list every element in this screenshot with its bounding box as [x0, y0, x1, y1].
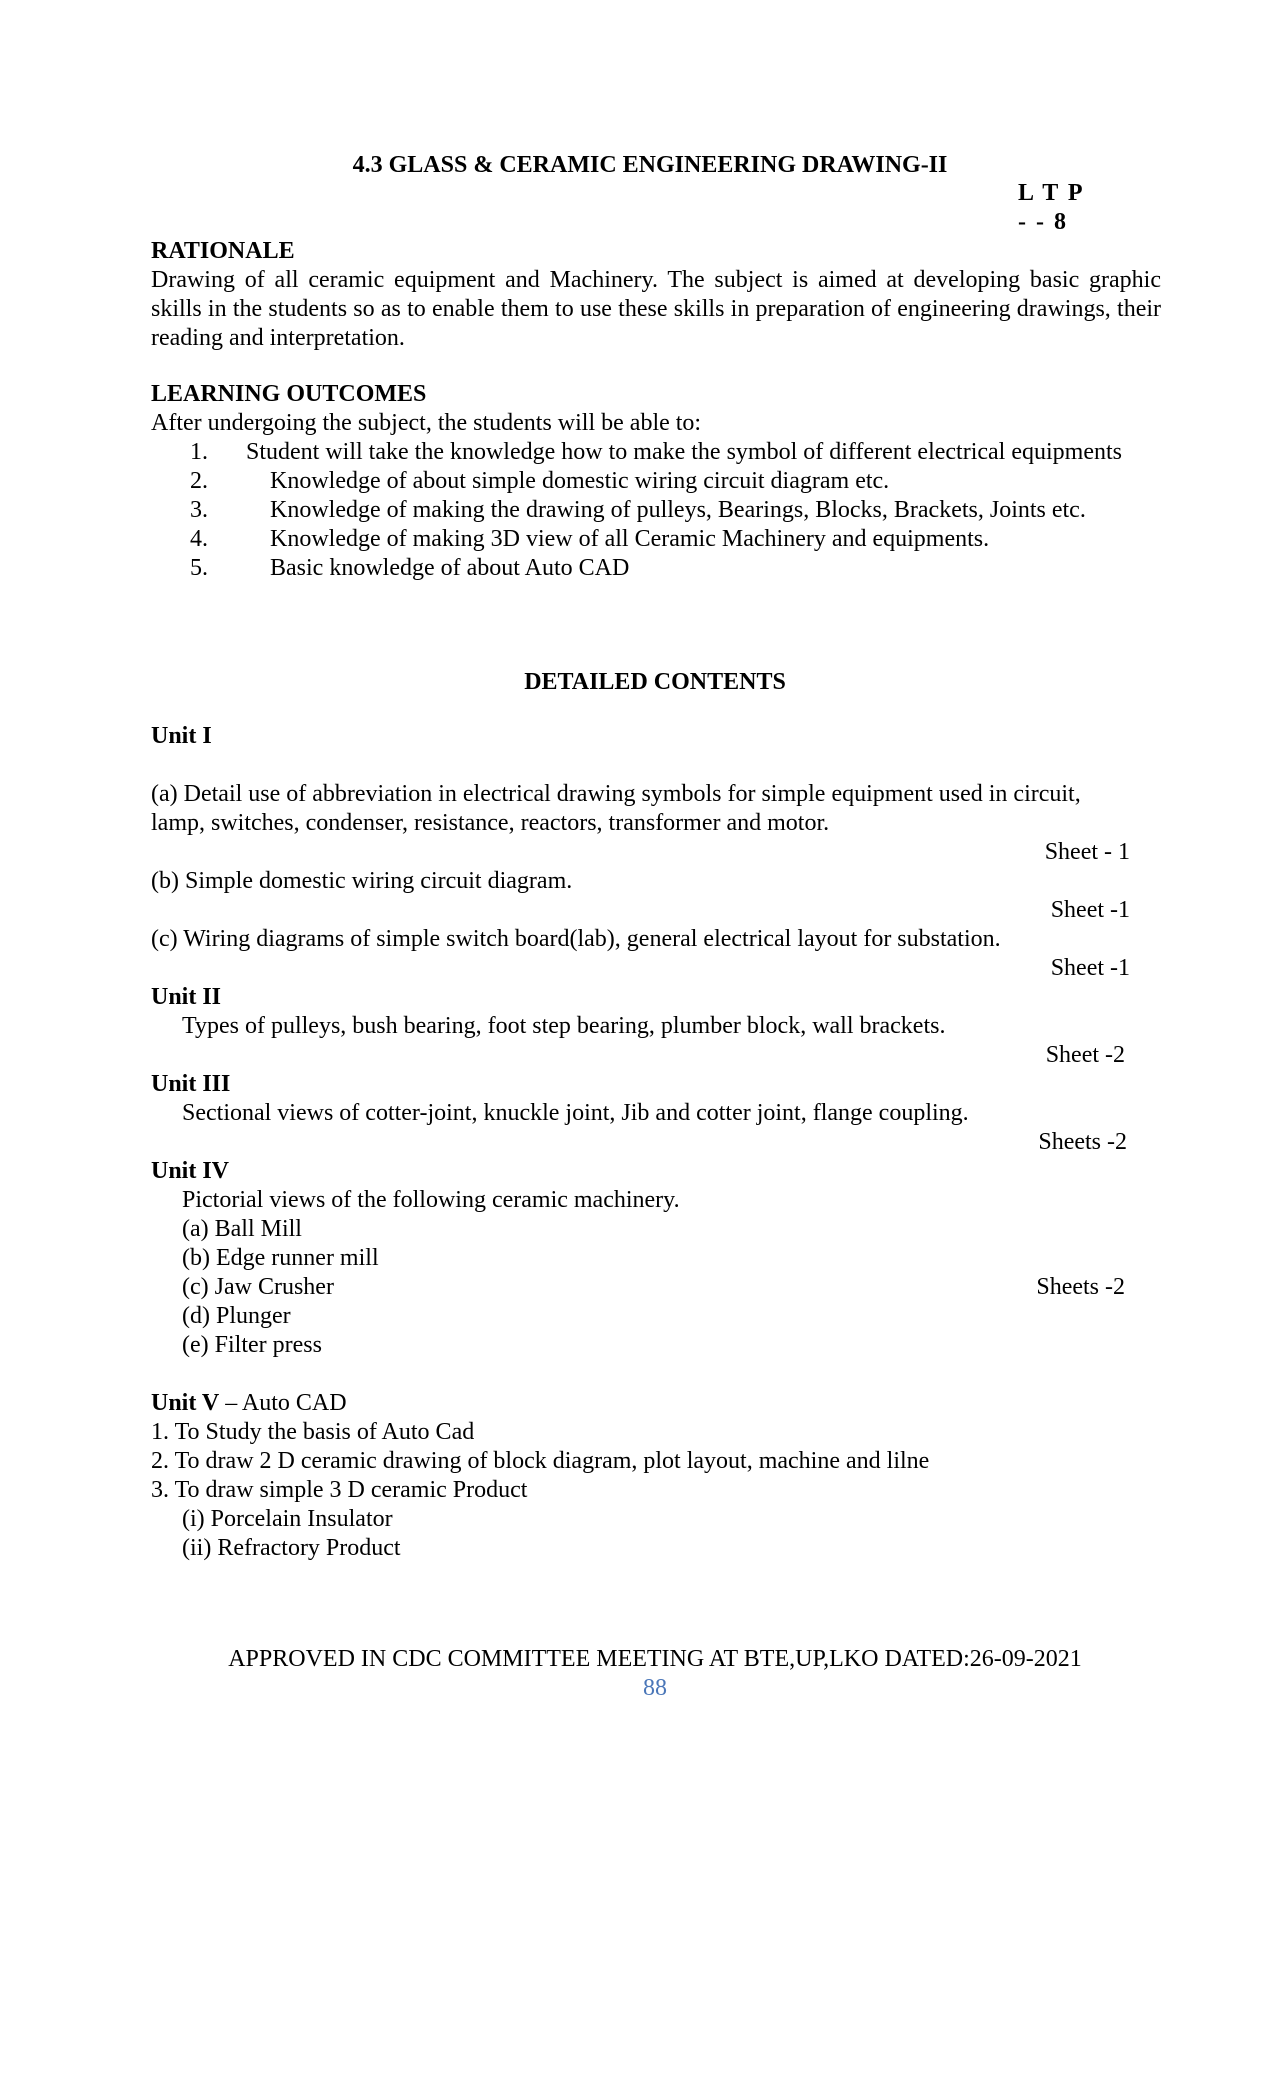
- list-item-number: 4.: [190, 526, 208, 552]
- unit-2-content: Types of pulleys, bush bearing, foot step bearing, plumber block, wall brackets.: [182, 1013, 946, 1039]
- page-number: 88: [643, 1675, 667, 1701]
- list-item-number: 1.: [190, 439, 208, 465]
- list-item: Knowledge of making the drawing of pulleys, Bearings, Blocks, Brackets, Joints etc.: [270, 497, 1086, 523]
- unit-1-item-c-sheet: Sheet -1: [1050, 955, 1130, 981]
- rationale-heading: RATIONALE: [151, 238, 295, 264]
- unit-5-subitem: (ii) Refractory Product: [182, 1535, 401, 1561]
- unit-1-item-a-sheet: Sheet - 1: [1044, 839, 1130, 865]
- list-item: Basic knowledge of about Auto CAD: [270, 555, 630, 581]
- unit-5-heading: [151, 1389, 347, 1418]
- unit-5-subitem: (i) Porcelain Insulator: [182, 1506, 393, 1532]
- list-item-number: 3.: [190, 497, 208, 523]
- detailed-contents-heading: DETAILED CONTENTS: [524, 669, 786, 695]
- unit-2-sheet: Sheet -2: [1045, 1042, 1125, 1068]
- unit-5-heading-label: Unit V: [151, 1390, 220, 1416]
- learning-outcomes-heading: LEARNING OUTCOMES: [151, 381, 427, 407]
- course-title: 4.3 GLASS & CERAMIC ENGINEERING DRAWING-II: [352, 152, 948, 178]
- list-item-number: 5.: [190, 555, 208, 581]
- learning-outcomes-intro: After undergoing the subject, the students will be able to:: [151, 410, 702, 436]
- list-item: Knowledge of about simple domestic wiring circuit diagram etc.: [270, 468, 890, 494]
- ltp-labels: L T P: [1018, 180, 1085, 206]
- unit-2-heading: Unit II: [151, 984, 222, 1010]
- approval-footer: APPROVED IN CDC COMMITTEE MEETING AT BTE,UP,LKO DATED:26-09-2021: [228, 1646, 1082, 1672]
- unit-3-heading: Unit III: [151, 1071, 231, 1097]
- unit-4-item: (c) Jaw Crusher: [182, 1274, 334, 1300]
- list-item: Knowledge of making 3D view of all Ceramic Machinery and equipments.: [270, 526, 990, 552]
- unit-4-intro: Pictorial views of the following ceramic machinery.: [182, 1187, 680, 1213]
- unit-4-sheet: Sheets -2: [1036, 1274, 1125, 1300]
- unit-1-item-a-line-2: lamp, switches, condenser, resistance, reactors, transformer and motor.: [151, 810, 830, 836]
- unit-5-item: 2. To draw 2 D ceramic drawing of block diagram, plot layout, machine and lilne: [151, 1448, 930, 1474]
- list-item: Student will take the knowledge how to make the symbol of different electrical equipments: [246, 439, 1122, 465]
- unit-3-sheet: Sheets -2: [1038, 1129, 1127, 1155]
- unit-1-item-c: (c) Wiring diagrams of simple switch board(lab), general electrical layout for substation.: [151, 926, 1001, 952]
- ltp-values: - - 8: [1018, 209, 1068, 235]
- unit-1-item-b: (b) Simple domestic wiring circuit diagram.: [151, 868, 573, 894]
- unit-3-content: Sectional views of cotter-joint, knuckle joint, Jib and cotter joint, flange coupling.: [182, 1100, 969, 1126]
- unit-4-item: (d) Plunger: [182, 1303, 291, 1329]
- unit-1-item-b-sheet: Sheet -1: [1050, 897, 1130, 923]
- unit-4-heading: Unit IV: [151, 1158, 230, 1184]
- unit-5-item: 1. To Study the basis of Auto Cad: [151, 1419, 475, 1445]
- unit-5-heading-topic: – Auto CAD: [219, 1390, 347, 1416]
- rationale-body: Drawing of all ceramic equipment and Machinery. The subject is aimed at developing basic graphic skills in the students so as to enable them to use these skills in preparation of engineering drawings, their reading and interpretation.: [151, 267, 1161, 351]
- unit-4-item: (e) Filter press: [182, 1332, 322, 1358]
- unit-1-item-a-line-1: (a) Detail use of abbreviation in electrical drawing symbols for simple equipment used in circuit,: [151, 781, 1081, 807]
- list-item-number: 2.: [190, 468, 208, 494]
- unit-1-heading: Unit I: [151, 723, 212, 749]
- unit-4-item: (b) Edge runner mill: [182, 1245, 379, 1271]
- unit-4-item: (a) Ball Mill: [182, 1216, 302, 1242]
- unit-5-item: 3. To draw simple 3 D ceramic Product: [151, 1477, 528, 1503]
